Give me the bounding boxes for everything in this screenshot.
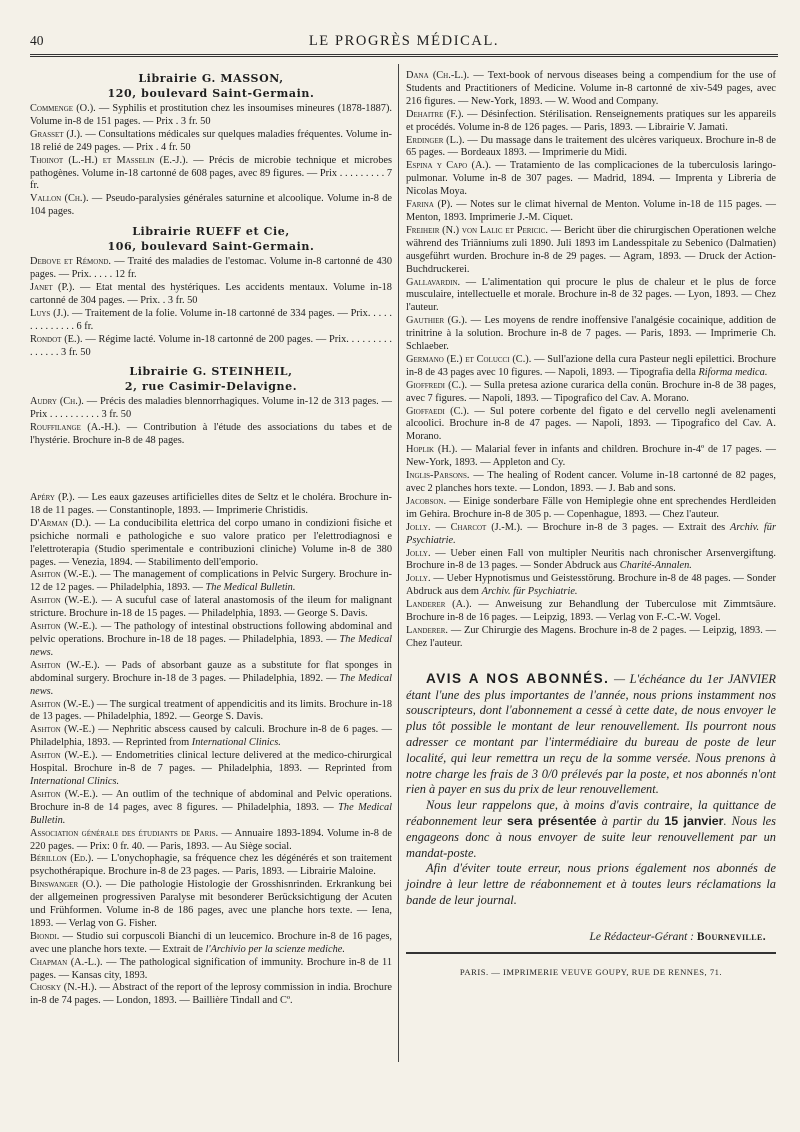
entry-text: — A sucuful case of lateral anastomosis of the ileum for malignant stricture. Brochure in-18 de 15 pages. — Philadelphia, 1893. — George S. Davis. — [30, 595, 392, 620]
publisher-address: 120, boulevard Saint-Germain. — [107, 86, 315, 100]
entry-source: International Clinics. — [30, 775, 120, 787]
entry-text: — Traitement de la folie. Volume in-18 cartonné de 334 pages. — Prix. . . . . . . . . . . . . . 6 fr. — [30, 307, 392, 332]
bibliography-entry — [30, 595, 392, 621]
entry-text: — Abstract of the report of the leprosy commission in india. Brochure in-8 de 74 pages. — London, 1893. — Baillière Tindall and Cº. — [30, 982, 392, 1007]
entry-author: Luys (J.). — [30, 307, 70, 319]
entry-text: — Malarial fever in infants and children. Brochure in-4º de 17 pages. — New-York, 1893. — Appleton and Cy. — [406, 444, 776, 469]
entry-author: Rondot (E.). — [30, 333, 83, 345]
bibliography-entry — [30, 853, 392, 879]
notice-text-2a: Nous leur rappelons que, à moins d'avis contraire, la quittance de réabonnement leur — [406, 798, 776, 828]
entry-author: Audry (Ch.). — [30, 396, 84, 408]
entry-text: — L'alimentation qui procure le plus de chaleur et le plus de force musculaire, intellectuelle et morale. Brochure in-8 de 32 pages. — Lyon, 1893. — Chez l'auteur. — [406, 276, 776, 314]
publisher-address: 2, rue Casimir-Delavigne. — [124, 379, 298, 393]
entry-text: — Précis des maladies blennorrhagiques. Volume in-12 de 313 pages. — Prix . . . . . . . . . . 3 fr. 50 — [30, 396, 392, 421]
entry-source: The Medical Bulletin. — [205, 582, 296, 594]
entry-author: Association générale des étudiants de Paris. — [30, 827, 219, 839]
entry-author: Ashton (W.-E.) — [30, 724, 95, 736]
bibliography-entry — [30, 256, 392, 282]
entry-source: Charité-Annalen. — [619, 560, 692, 572]
bibliography-entry — [406, 444, 776, 470]
entry-author: Ashton (W.-E.) — [30, 698, 95, 710]
publisher-block — [30, 365, 392, 448]
entry-author: Vallon (Ch.). — [30, 193, 89, 205]
entry-author: Commenge (O.). — [30, 103, 96, 114]
bibliography-entry — [30, 193, 392, 219]
entry-author: Rouffilange (A.-H.). — [30, 422, 121, 434]
entry-author: Inglis-Parsons. — [406, 470, 470, 482]
entry-author: Espina y Capo (A.). — [406, 160, 492, 172]
entry-text: — Traité des maladies de l'estomac. Volume in-8 cartonné de 430 pages. — Prix. . . . . 12 fr. — [30, 256, 392, 281]
publisher-name: Librairie G. STEINHEIL, — [129, 365, 293, 379]
entry-source: Archiv. für Psychiatrie. — [481, 586, 578, 598]
entry-author: Jolly. — Charcot (J.-M.). — [406, 521, 523, 533]
bibliography-entry — [30, 422, 392, 448]
entry-text: — An outlim of the technique of abdominal and Pelvic operations. Brochure in-8 de 14 pages, avec 8 figures. — Philadelphia, 1893. — — [30, 788, 392, 813]
notice-bold-1: sera présentée — [507, 813, 597, 828]
entry-text: — Pseudo-paralysies générales saturnine et alcoolique. Volume in-8 de 104 pages. — [30, 193, 392, 218]
entry-author: Jacobson. — [406, 495, 447, 507]
entry-text: — Syphilis et prostitution chez les insoumises mineures (1878-1887). Volume in-8 de 151 pages. — Prix . 3 fr. 50 — [30, 103, 392, 127]
entry-text: — Tratamiento de las complicaciones de la tuberculosis laringo-pulmonar. Volume in-8 de 307 pages. — Madrid, 1894. — Imprenta y Libreria de Nicolas Moya. — [406, 160, 776, 198]
notice-paragraph-3: Afin d'éviter toute erreur, nous prions également nos abonnés de joindre à leur lettre de réabonnement et à toutes leurs réclamations la bande de leur journal. — [406, 861, 776, 907]
signature-label: Le Rédacteur-Gérant : — [589, 930, 697, 943]
entry-author: Freiheir (N.) von Lalic et Pericic. — [406, 224, 548, 236]
journal-title: LE PROGRÈS MÉDICAL. — [308, 33, 500, 49]
entry-text: — The pathological signification of immunity. Brochure in-8 de 11 pages. — Kansas city, 1893. — [30, 956, 392, 981]
notice-text-2b: à partir du — [596, 813, 665, 828]
entry-text: — Consultations médicales sur quelques maladies fréquentes. Volume in-18 relié de 249 pages. — Prix . 4 fr. 50 — [30, 128, 392, 153]
bibliography-right — [406, 70, 776, 651]
bibliography-entry — [30, 129, 392, 155]
bibliography-entry — [406, 135, 776, 161]
entry-text: — Brochure in-8 de 3 pages. — Extrait des — [522, 521, 731, 533]
bibliography-entry — [406, 470, 776, 496]
entry-text: — Anweisung zur Behandlung der Tuberculose mit Zimmtsäure. Brochure in-8 de 16 pages. — Leipzig, 1893. — Verlag von F.-C.-W. Vogel. — [406, 599, 776, 624]
notice-text-2c: . Nous les engageons donc à nous envoyer de suite leur renouvellement par un mandat-poste. — [406, 813, 776, 860]
entry-text: — Notes sur le climat hivernal de Menton. Volume in-18 de 115 pages. — Menton, 1893. Imprimerie J.-M. Ciquet. — [406, 199, 776, 223]
entry-author: Landerer (A.). — [406, 599, 472, 611]
entry-text: — Les moyens de rendre inoffensive l'analgésie cocainique, addition de trinitrine à la solution. Brochure in-8 de 7 pages. — Paris, 1893. — Imprimerie Ch. Schlaeber. — [406, 315, 776, 353]
entry-text: — Désinfection. Stérilisation. Renseignements pratiques sur les appareils et procédés. Volume in-8 de 126 pages. — Paris, 1893. — Librairie V. Jamati. — [406, 108, 776, 133]
entry-author: Dana (Ch.-L.). — [406, 70, 470, 81]
bibliography-entry — [406, 225, 776, 277]
bibliography-entry — [30, 789, 392, 828]
publisher-block — [30, 72, 392, 219]
entry-text: — The management of complications in Pelvic Surgery. Brochure in-12 de 12 pages. — Philadelphia, 1893. — — [30, 569, 392, 594]
entry-text: — Studio sui corpuscoli Bianchi di un leucemico. Brochure in-8 de 16 pages, avec une planche hors texte. — Extrait de — [30, 930, 392, 955]
bibliography-left — [30, 492, 392, 1008]
bibliography-entry — [406, 70, 776, 109]
entry-text: — The surgical treatment of appendicitis and its limits. Brochure in-18 de 13 pages. — Philadelphia, 1892. — George S. Davis. — [30, 698, 393, 723]
entry-text: — Bericht über die chirurgischen Operationen welche während des Triänniums zuli 1890. Juli 1893 im Landesspitale zu Sebenico (Dalmatien) ausgeführt wurden. Brochure in-8 de 29 pages. — Agram, 1893. — Druck der Action-Buchdruckerei. — [406, 224, 776, 275]
entry-text: — Régime lacté. Volume in-18 cartonné de 200 pages. — Prix. . . . . . . . . . . . . . . 3 fr. 50 — [30, 333, 392, 358]
bibliography-entry — [406, 354, 776, 380]
entry-text: — Ueber Hypnotismus und Geistesstörung. Brochure in-8 de 48 pages. — Sonder Abdruck aus dem — [406, 573, 776, 598]
bibliography-entry — [406, 522, 776, 548]
entry-author: Jolly. — [406, 573, 431, 585]
entry-author: Janet (P.). — [30, 281, 75, 293]
entry-text: — Sull'azione della cura Pasteur negli epilettici. Brochure in-8 de 43 pages avec 10 figures. — Napoli, 1893. — Tipografia della — [406, 353, 776, 378]
entry-author: Ashton (W.-E.). — [30, 788, 98, 800]
bibliography-entry — [406, 548, 776, 574]
publisher-block — [30, 225, 392, 359]
subscriber-notice — [406, 671, 776, 909]
entry-source: The Medical news. — [30, 672, 392, 697]
entry-author: Biondi. — [30, 930, 60, 942]
entry-text: — Annuaire 1893-1894. Volume in-8 de 220 pages. — Prix: 0 fr. 40. — Paris, 1893. — Au Siège social. — [30, 827, 392, 852]
bibliography-entry — [406, 406, 776, 445]
bibliography-entry — [30, 569, 392, 595]
bibliography-entry — [30, 750, 392, 789]
entry-author: Hoplik (H.). — [406, 444, 458, 456]
entry-text: — Sul potere corbente del figato e del cervello negli avelenamenti alcoolici. Brochure in-8 de 47 pages. — Napoli, 1893. — Tipografico del Cav. A. Morano. — [406, 405, 776, 443]
bibliography-entry — [406, 277, 776, 316]
entry-text: — The pathology of intestinal obstructions following abdominal and pelvic operations. Brochure in-18 de 18 pages. — Philadelphia, 1893. — — [30, 621, 392, 645]
bibliography-entry — [406, 109, 776, 135]
bibliography-entry — [30, 103, 392, 129]
entry-author: Dehaitre (F.). — [406, 108, 464, 120]
entry-text: — Sulla pretesa azione curarica della conün. Brochure in-8 de 38 pages, avec 7 figures. — Napoli, 1893. — Tipografico del Cav. A. Morano. — [406, 379, 776, 404]
signature-name: Bourneville. — [696, 930, 766, 943]
right-column — [406, 70, 776, 979]
bibliography-entry — [30, 879, 392, 931]
notice-paragraph-1 — [406, 671, 776, 798]
entry-author: Germano (E.) et Colucci (C.). — [406, 353, 532, 365]
bibliography-entry — [30, 828, 392, 854]
signature — [406, 931, 776, 944]
column-divider — [398, 64, 399, 1062]
publisher-address: 106, boulevard Saint-Germain. — [107, 239, 315, 253]
bibliography-entry — [30, 621, 392, 660]
entry-author: Gioffredi (C.). — [406, 379, 468, 391]
notice-paragraph-2 — [406, 798, 776, 861]
bibliography-entry — [30, 492, 392, 518]
entry-text: — Pads of absorbant gauze as a substitute for flat sponges in abdominal surgery. Brochure in-18 de 3 pages. — Philadelphia, 1892. — — [30, 659, 392, 684]
page-number: 40 — [30, 33, 44, 48]
notice-bold-2: 15 janvier — [664, 813, 724, 828]
entry-text: — La conducibilita elettrica del corpo umano in condizioni fisiche et psichiche normali e pathologiche e suo valore pratico per l'elettrodiagnosi e l'elettroterapia (Studio sperimentale e contribuzioni cliniche) Volume in-8 de 380 pages. — Venezia, 1894. — Stabilimento dell'emporio. — [30, 517, 392, 568]
section-gap — [30, 454, 392, 492]
bibliography-entry — [30, 724, 392, 750]
bibliography-entry — [30, 334, 392, 360]
entry-source: l'Archivio per la scienze mediche. — [205, 943, 345, 955]
header-rule — [30, 54, 778, 59]
entry-text: — Nephritic abscess caused by calculi. Brochure in-8 de 6 pages. — Philadelphia, 1893. — Reprinted from — [30, 724, 392, 749]
publisher-name: Librairie RUEFF et Cie, — [132, 225, 290, 239]
left-column — [30, 70, 392, 1008]
entry-source: Archiv. für Psychiatrie. — [406, 521, 776, 546]
entry-text: — Du massage dans le traitement des ulcères variqueux. Brochure in-8 de 65 pages. — Bordeaux 1893. — Imprimerie du Midi. — [406, 134, 776, 159]
entry-author: Ashton (W.-E.). — [30, 569, 97, 581]
entry-author: Ashton (W.-E.). — [30, 621, 98, 633]
entry-author: Ashton (W.-E.). — [30, 750, 98, 762]
entry-text: — Précis de microbie technique et microbes pathogènes. Volume in-18 cartonné de 608 pages, avec 89 figures. — Prix . . . . . . . . . 7 fr. — [30, 154, 392, 192]
entry-author: Debove et Rémond. — [30, 256, 111, 268]
entry-text: — The healing of Rodent cancer. Volume in-18 cartonné de 82 pages, avec 2 planches hors texte. — London, 1893. — J. Bab and sons. — [406, 470, 776, 494]
entry-author: Bérillon (Ed.). — [30, 853, 94, 865]
entry-text: — Etat mental des hystériques. Les accidents mentaux. Volume in-18 cartonné de 304 pages. — Prix. . 3 fr. 50 — [30, 281, 392, 306]
bibliography-entry — [30, 660, 392, 699]
entry-text: — Die pathologie Histologie der Grosshisnrinden. Erkrankung bei der allgemeinen progressiven Paralyse mit besonderer Berücksichtigung der Acuten und Frühformen. Volume in-8 de 186 pages, avec une planche hors texte. — Iena, 1893. — Verlag von G. Fisher. — [30, 879, 392, 929]
bibliography-entry — [406, 160, 776, 199]
entry-author: Ashton (W.-E.). — [30, 595, 98, 607]
entry-author: Gauthier (G.). — [406, 315, 468, 327]
footer-wrap — [406, 944, 776, 958]
entry-author: Farina (P). — [406, 199, 453, 211]
entry-author: Gallavardin. — [406, 276, 461, 288]
bibliography-entry — [30, 155, 392, 194]
entry-author: Gioffaedi (C.). — [406, 405, 470, 417]
bibliography-entry — [406, 380, 776, 406]
entry-author: Jolly. — [406, 547, 431, 559]
entry-author: Grasset (J.). — [30, 128, 83, 140]
bibliography-entry — [406, 199, 776, 225]
printer-footer: PARIS. — IMPRIMERIE VEUVE GOUPY, RUE DE RENNES, 71. — [459, 966, 723, 977]
notice-heading: AVIS A NOS ABONNÉS. — [426, 670, 610, 686]
bibliography-entry — [406, 625, 776, 651]
bibliography-entry — [30, 308, 392, 334]
bibliography-entry — [30, 518, 392, 570]
bibliography-entry — [30, 396, 392, 422]
bibliography-entry — [406, 496, 776, 522]
entry-text: — Text-book of nervous diseases being a compendium for the use of Students and Practitioners of Medicine. Volume in-8 cartonné de xiv-549 pages, avec 216 figures. — New-York, 1893. — W. Wood and Company. — [406, 70, 776, 107]
entry-text: — L'onychophagie, sa fréquence chez les dégénérés et son traitement psychothérapique. Brochure in-8 de 23 pages. — Paris, 1893. — Librairie Maloine. — [30, 853, 392, 878]
entry-author: D'Arman (D.). — [30, 517, 92, 529]
bibliography-entry — [406, 315, 776, 354]
entry-text: — Endometrities clinical lecture delivered at the medico-chirurgical Hospital. Brochure in-8 de 7 pages. — Philadelphia, 1893. — Reprinted from — [30, 750, 392, 775]
bibliography-entry — [406, 599, 776, 625]
publisher-name: Librairie G. MASSON, — [138, 72, 284, 85]
entry-text: — Contribution à l'étude des associations du tabes et de l'hystérie. Brochure in-8 de 48 pages. — [30, 422, 392, 447]
entry-author: Landerer. — [406, 624, 448, 636]
entry-source: Riforma medica. — [698, 366, 768, 378]
entry-author: Erdinger (L.). — [406, 134, 465, 146]
footer-rule — [406, 952, 776, 954]
notice-text-1: — L'échéance du 1er JANVIER étant l'une des plus importantes de l'année, nous prions instamment nos souscripteurs, dont l'abonnement a cessé à cette date, de nous envoyer le plus tôt possible le montant de leur renouvellement. Ils pourront nous adresser ce montant par l'intermédiaire du bureau de poste de leur localité, qui leur remettra un reçu de la somme versée. Nous prenons à notre charge les frais de 3 0/0 prélevés par la poste, et nos abonnés n'ont rien à payer en sus du prix de leur renouvellement. — [406, 671, 776, 797]
bibliography-entry — [30, 982, 392, 1008]
publisher-listings — [30, 72, 392, 448]
entry-text: — Ueber einen Fall von multipler Neuritis nach chronischer Arsenvergiftung. Brochure in-8 de 13 pages. — Sonder Abdruck aus — [406, 547, 776, 572]
entry-text: — Les eaux gazeuses artificielles dites de Seltz et le choléra. Brochure in-18 de 11 pages. — Constantinople, 1893. — Imprimerie Christidis. — [30, 492, 392, 516]
entry-source: International Clinics. — [191, 737, 281, 749]
entry-source: The Medical Bulletin. — [30, 801, 393, 826]
entry-text: — Zur Chirurgie des Magens. Brochure in-8 de 2 pages. — Leipzig, 1893. — Chez l'auteur. — [406, 624, 776, 649]
bibliography-entry — [30, 957, 392, 983]
entry-text: — Einige sonderbare Fälle von Hemiplegie ohne ent sprechendes Herdleiden im Gehira. Brochure in-8 de 305 p. — Copenhague, 1893. — Chez l'auteur. — [406, 495, 776, 520]
entry-author: Thoinot (L.-H.) et Masselin (E.-J.). — [30, 154, 189, 166]
entry-author: Chosky (N.-H.). — [30, 982, 97, 994]
entry-source: The Medical news. — [30, 634, 392, 658]
bibliography-entry — [406, 573, 776, 599]
entry-author: Ashton (W.-E.). — [30, 659, 100, 671]
entry-author: Chapman (A.-L.). — [30, 956, 103, 968]
bibliography-entry — [30, 282, 392, 308]
bibliography-entry — [30, 931, 392, 957]
entry-author: Binswanger (O.). — [30, 879, 102, 891]
bibliography-entry — [30, 699, 392, 725]
page-header — [30, 30, 778, 56]
entry-author: Apéry (P.). — [30, 492, 75, 504]
